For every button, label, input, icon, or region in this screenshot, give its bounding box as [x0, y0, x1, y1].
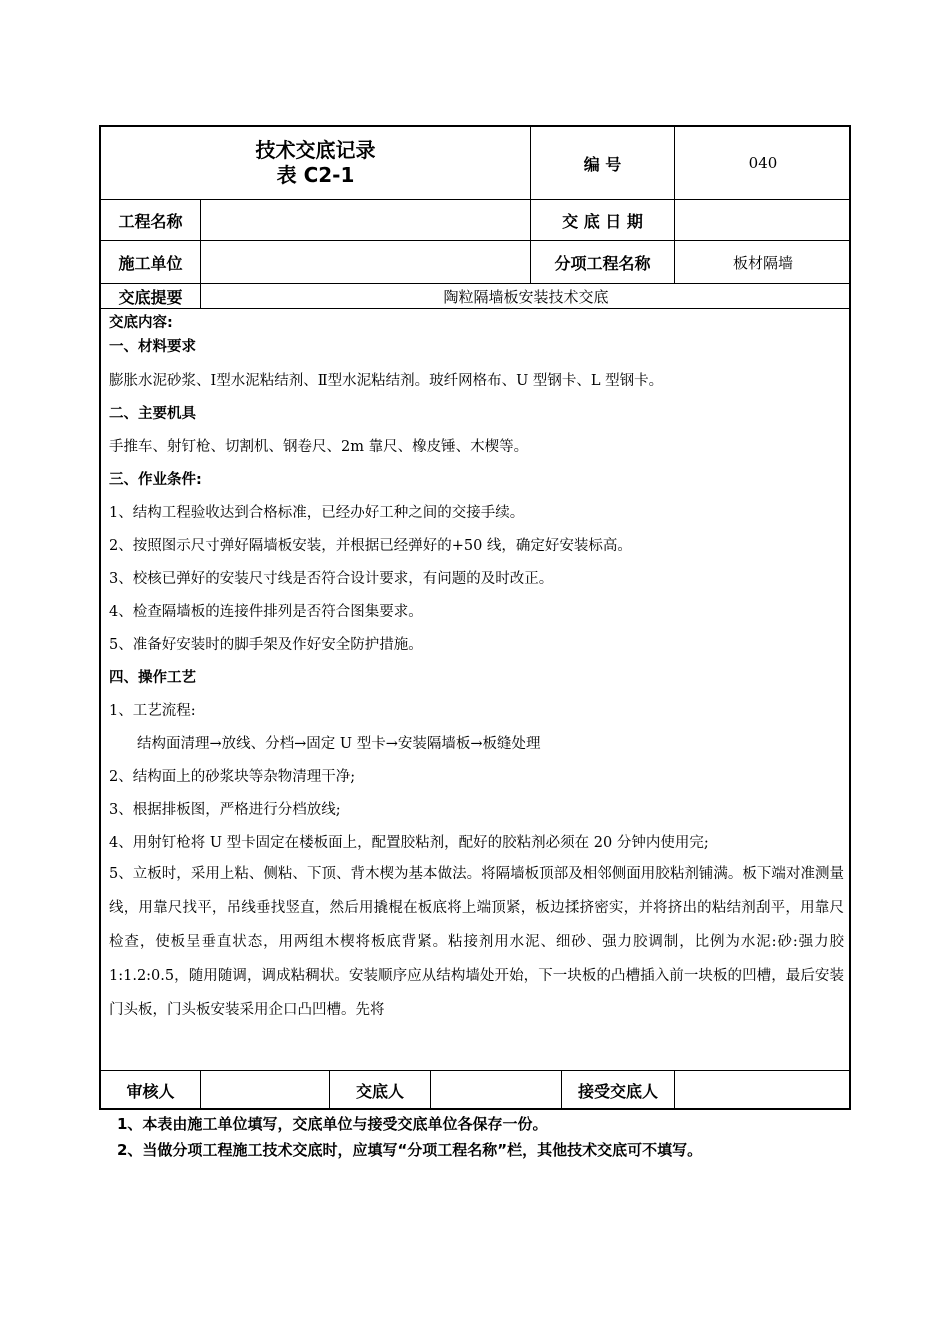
content-heading: 交底内容:	[109, 315, 173, 331]
condition-item: 4、检查隔墙板的连接件排列是否符合图集要求。	[109, 604, 423, 620]
form-title-code: 表 C2-1	[276, 163, 355, 187]
footnote: 1、本表由施工单位填写，交底单位与接受交底单位各保存一份。	[117, 1115, 548, 1133]
summary-label: 交底提要	[118, 287, 183, 307]
process-item: 2、结构面上的砂浆块等杂物清理干净;	[109, 769, 356, 785]
number-value: 040	[748, 154, 778, 172]
summary-value: 陶粒隔墙板安装技术交底	[443, 287, 609, 306]
reviewer-signature-field[interactable]	[201, 1071, 329, 1110]
condition-item: 1、结构工程验收达到合格标准，已经办好工种之间的交接手续。	[109, 505, 525, 521]
reviewer-label: 审核人	[126, 1082, 175, 1101]
subproject-label: 分项工程名称	[554, 253, 651, 273]
section-conditions-title: 三、作业条件:	[109, 472, 202, 488]
process-flow: 结构面清理→放线、分档→固定 U 型卡→安装隔墙板→板缝处理	[137, 736, 541, 752]
unit-field	[201, 241, 530, 283]
row-divider	[101, 308, 849, 309]
project-name-field	[201, 200, 530, 240]
receiver-label: 接受交底人	[577, 1082, 658, 1101]
footnote: 2、当做分项工程施工技术交底时，应填写“分项工程名称”栏，其他技术交底可不填写。	[117, 1141, 703, 1159]
date-label: 交 底 日 期	[562, 211, 643, 231]
unit-label: 施工单位	[118, 253, 183, 273]
discloser-label: 交底人	[355, 1082, 404, 1101]
section-materials-text: 膨胀水泥砂浆、Ⅰ型水泥粘结剂、Ⅱ型水泥粘结剂。玻纤网格布、U 型钢卡、L 型钢卡。	[109, 373, 664, 389]
date-field	[675, 200, 851, 240]
form-title	[101, 127, 530, 199]
number-label: 编 号	[583, 154, 622, 174]
project-name-label: 工程名称	[118, 211, 183, 231]
section-tools-title: 二、主要机具	[109, 406, 196, 422]
section-process-title: 四、操作工艺	[109, 670, 196, 686]
process-item-5-paragraph: 5、立板时，采用上粘、侧粘、下顶、背木楔为基本做法。将隔墙板顶部及相邻侧面用胶粘剂铺满。板下端对准测量线，用靠尺找平，吊线垂找竖直，然后用撬棍在板底将上端顶紧，板边揉挤密实，并将挤出的粘结剂刮平，用靠尺检查，使板呈垂直状态，用两组木楔将板底背紧。粘接剂用水泥、细砂、强力胶调制，比例为水泥:砂:强力胶 1:1.2:0.5，随用随调，调成粘稠状。安装顺序应从结构墙处开始，下一块板的凸槽插入前一块板的凹槽，最后安装门头板，门头板安装采用企口凸凹槽。先将	[109, 866, 844, 1018]
condition-item: 5、准备好安装时的脚手架及作好安全防护措施。	[109, 637, 423, 653]
condition-item: 3、校核已弹好的安装尺寸线是否符合设计要求，有问题的及时改正。	[109, 571, 554, 587]
subproject-value: 板材隔墙	[732, 253, 793, 272]
form-title-main: 技术交底记录	[255, 138, 376, 162]
section-materials-title: 一、材料要求	[109, 339, 196, 355]
condition-item: 2、按照图示尺寸弹好隔墙板安装，并根据已经弹好的+50 线，确定好安装标高。	[109, 538, 632, 554]
process-item: 3、根据排板图，严格进行分档放线;	[109, 802, 341, 818]
process-flow-label: 1、工艺流程:	[109, 703, 196, 719]
disclosure-record-table	[99, 125, 851, 1110]
receiver-signature-field[interactable]	[675, 1071, 851, 1110]
discloser-signature-field[interactable]	[431, 1071, 561, 1110]
section-tools-text: 手推车、射钉枪、切割机、钢卷尺、2m 靠尺、橡皮锤、木楔等。	[109, 439, 529, 455]
process-item: 4、用射钉枪将 U 型卡固定在楼板面上，配置胶粘剂，配好的胶粘剂必须在 20 分钟内使用完;	[109, 835, 709, 851]
